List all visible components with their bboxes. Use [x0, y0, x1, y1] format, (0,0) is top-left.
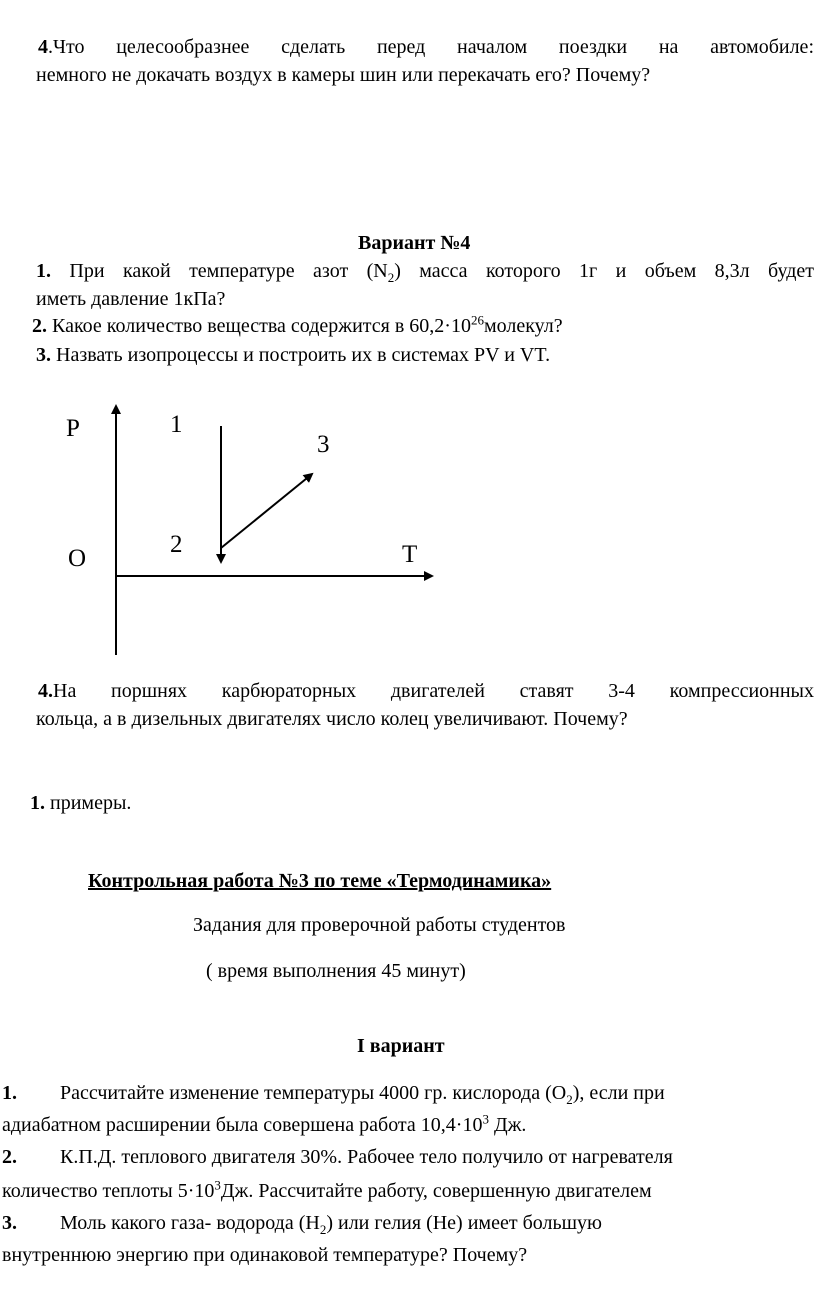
question-number: 2.: [32, 315, 47, 337]
question-text: Какое количество вещества содержится в 60,2·10: [47, 315, 471, 337]
question-number: 1.: [36, 260, 51, 282]
question-text: При какой температуре азот (N: [51, 260, 388, 282]
variant-4-title: Вариант №4: [358, 232, 471, 254]
question-text: Рассчитайте изменение температуры 4000 гр. кислорода (O: [60, 1082, 567, 1104]
question-text: количество теплоты 5·10: [2, 1180, 215, 1202]
question-text: К.П.Д. теплового двигателя 30%. Рабочее тело получило от нагревателя: [60, 1146, 673, 1168]
origin-label: O: [68, 545, 87, 572]
question-number: 4.: [38, 680, 53, 702]
question-text: ) масса которого 1г и объем 8,3л будет: [394, 260, 815, 282]
item-number: 1.: [30, 792, 45, 814]
item-text: примеры.: [45, 792, 132, 814]
question-text: молекул?: [483, 315, 563, 337]
superscript: 26: [470, 312, 484, 328]
subscript: 2: [387, 270, 395, 285]
subscript: 2: [566, 1092, 573, 1107]
question-text: Моль какого газа- водорода (H: [60, 1212, 320, 1234]
v4-question-1-line2: иметь давление 1кПа?: [36, 288, 226, 310]
t3-question-3-line1: [2, 1210, 602, 1236]
question-number: 3.: [36, 344, 51, 366]
question-text: адиабатном расширении была совершена работа 10,4·10: [2, 1114, 483, 1136]
question-text: На поршнях карбюраторных двигателей ставят 3-4 компрессионных: [53, 680, 814, 702]
test-3-subtitle: Задания для проверочной работы студентов: [193, 914, 566, 936]
t3-question-1-line2: [2, 1112, 526, 1138]
variant-1-title: I вариант: [357, 1035, 445, 1057]
process-2-3-line: [221, 474, 312, 548]
point-1-label: 1: [170, 411, 183, 438]
question-text: ) или гелия (He) имеет большую: [326, 1212, 602, 1234]
v4-question-4-line2: кольца, а в дизельных двигателях число колец увеличивают. Почему?: [36, 708, 628, 730]
question-text: Назвать изопроцессы и построить их в системах PV и VT.: [51, 344, 551, 366]
t3-question-2-line1: [2, 1144, 673, 1170]
prev-question-4-line1: [38, 34, 814, 60]
superscript: 3: [482, 1111, 489, 1127]
t3-question-2-line2: [2, 1178, 652, 1204]
pt-diagram: [0, 390, 460, 660]
v4-question-2: [32, 313, 563, 339]
test-3-time: ( время выполнения 45 минут): [206, 960, 466, 982]
examples-line: [30, 790, 131, 816]
prev-question-4-line2: немного не докачать воздух в камеры шин или перекачать его? Почему?: [36, 64, 651, 86]
point-2-label: 2: [170, 531, 183, 558]
p-axis-label: P: [66, 415, 80, 442]
point-3-label: 3: [317, 431, 330, 458]
question-number: 3.: [2, 1212, 17, 1234]
question-text: ), если при: [572, 1082, 665, 1104]
question-number: 2.: [2, 1146, 17, 1168]
subscript: 2: [319, 1222, 327, 1237]
v4-question-3: [36, 342, 550, 368]
question-number: 4: [38, 36, 48, 58]
v4-question-1-line1: [36, 258, 814, 284]
v4-question-4-line1: [38, 678, 814, 704]
t3-question-1-line1: [2, 1080, 814, 1106]
question-text: Дж. Рассчитайте работу, совершенную двигателем: [220, 1180, 652, 1202]
test-3-title: Контрольная работа №3 по теме «Термодинамика»: [88, 870, 552, 892]
t3-question-3-line2: внутреннюю энергию при одинаковой температуре? Почему?: [2, 1244, 528, 1266]
question-number: 1.: [2, 1082, 17, 1104]
t-axis-label: T: [402, 541, 418, 568]
superscript: 3: [214, 1177, 221, 1193]
question-text: .Что целесообразнее сделать перед началом поездки на автомобиле:: [48, 36, 814, 58]
question-text: Дж.: [488, 1114, 527, 1136]
